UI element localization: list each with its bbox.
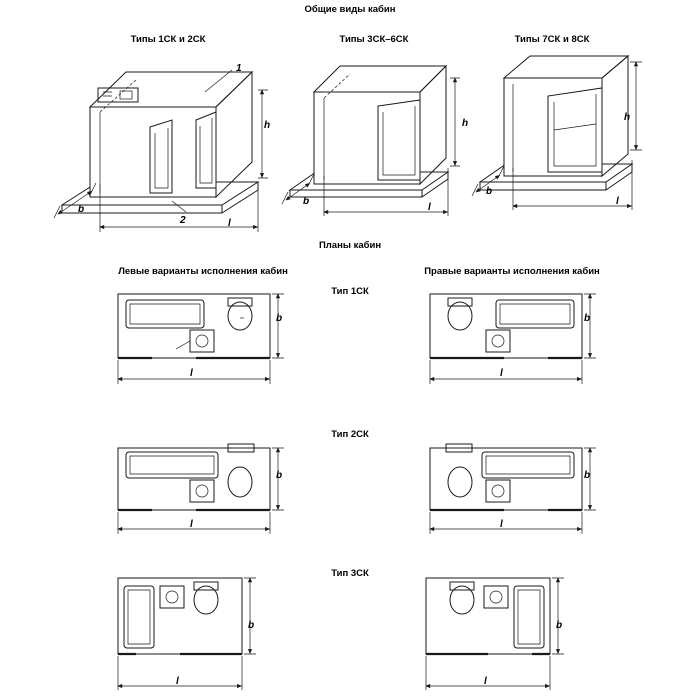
plan-2sk-right	[430, 444, 596, 534]
view-3-dim-l: l	[616, 196, 619, 207]
plan-3sk-label: Тип 3СК	[331, 568, 369, 579]
plan-3sk-left-dim-l: l	[176, 676, 179, 687]
title-general-views: Общие виды кабин	[304, 4, 396, 15]
plan-3sk-left-dim-b: b	[248, 620, 255, 631]
view-3-dim-h: h	[624, 112, 631, 123]
view-2-dim-l: l	[428, 202, 431, 213]
view-2-label: Типы 3СК–6СК	[339, 34, 409, 45]
title-plans: Планы кабин	[318, 240, 382, 251]
plan-1sk-right-dim-b: b	[584, 313, 591, 324]
plan-1sk-left	[118, 294, 284, 384]
view-1-callout-2: 2	[180, 215, 186, 226]
view-1-dim-h: h	[264, 120, 271, 131]
plans-col-right-label: Правые варианты исполнения кабин	[424, 266, 600, 277]
plan-2sk-left	[118, 444, 284, 534]
general-view-3	[472, 56, 642, 210]
general-view-1	[54, 70, 271, 232]
plan-3sk-right-dim-l: l	[484, 676, 487, 687]
plan-2sk-left-dim-b: b	[276, 470, 283, 481]
plan-1sk-left-dim-b: b	[276, 313, 283, 324]
plan-2sk-left-dim-l: l	[190, 519, 193, 530]
view-2-dim-h: h	[462, 118, 469, 129]
view-1-label: Типы 1СК и 2СК	[130, 34, 206, 45]
plan-1sk-right-dim-l: l	[500, 368, 503, 379]
view-1-callout-1: 1	[236, 63, 242, 74]
general-view-2	[282, 66, 460, 216]
view-1-dim-l: l	[228, 218, 231, 229]
plan-3sk-right	[426, 578, 564, 690]
plan-2sk-right-dim-b: b	[584, 470, 591, 481]
plan-2sk-right-dim-l: l	[500, 519, 503, 530]
plan-2sk-label: Тип 2СК	[331, 429, 369, 440]
plan-1sk-label: Тип 1СК	[331, 286, 369, 297]
plan-3sk-right-dim-b: b	[556, 620, 563, 631]
plans-col-left-label: Левые варианты исполнения кабин	[118, 266, 288, 277]
plan-3sk-left	[118, 578, 256, 690]
plan-1sk-right	[430, 294, 596, 384]
view-2-dim-b: b	[303, 196, 310, 207]
view-3-dim-b: b	[486, 186, 493, 197]
plan-1sk-left-dim-l: l	[190, 368, 193, 379]
view-3-label: Типы 7СК и 8СК	[514, 34, 590, 45]
view-1-dim-b: b	[78, 204, 85, 215]
